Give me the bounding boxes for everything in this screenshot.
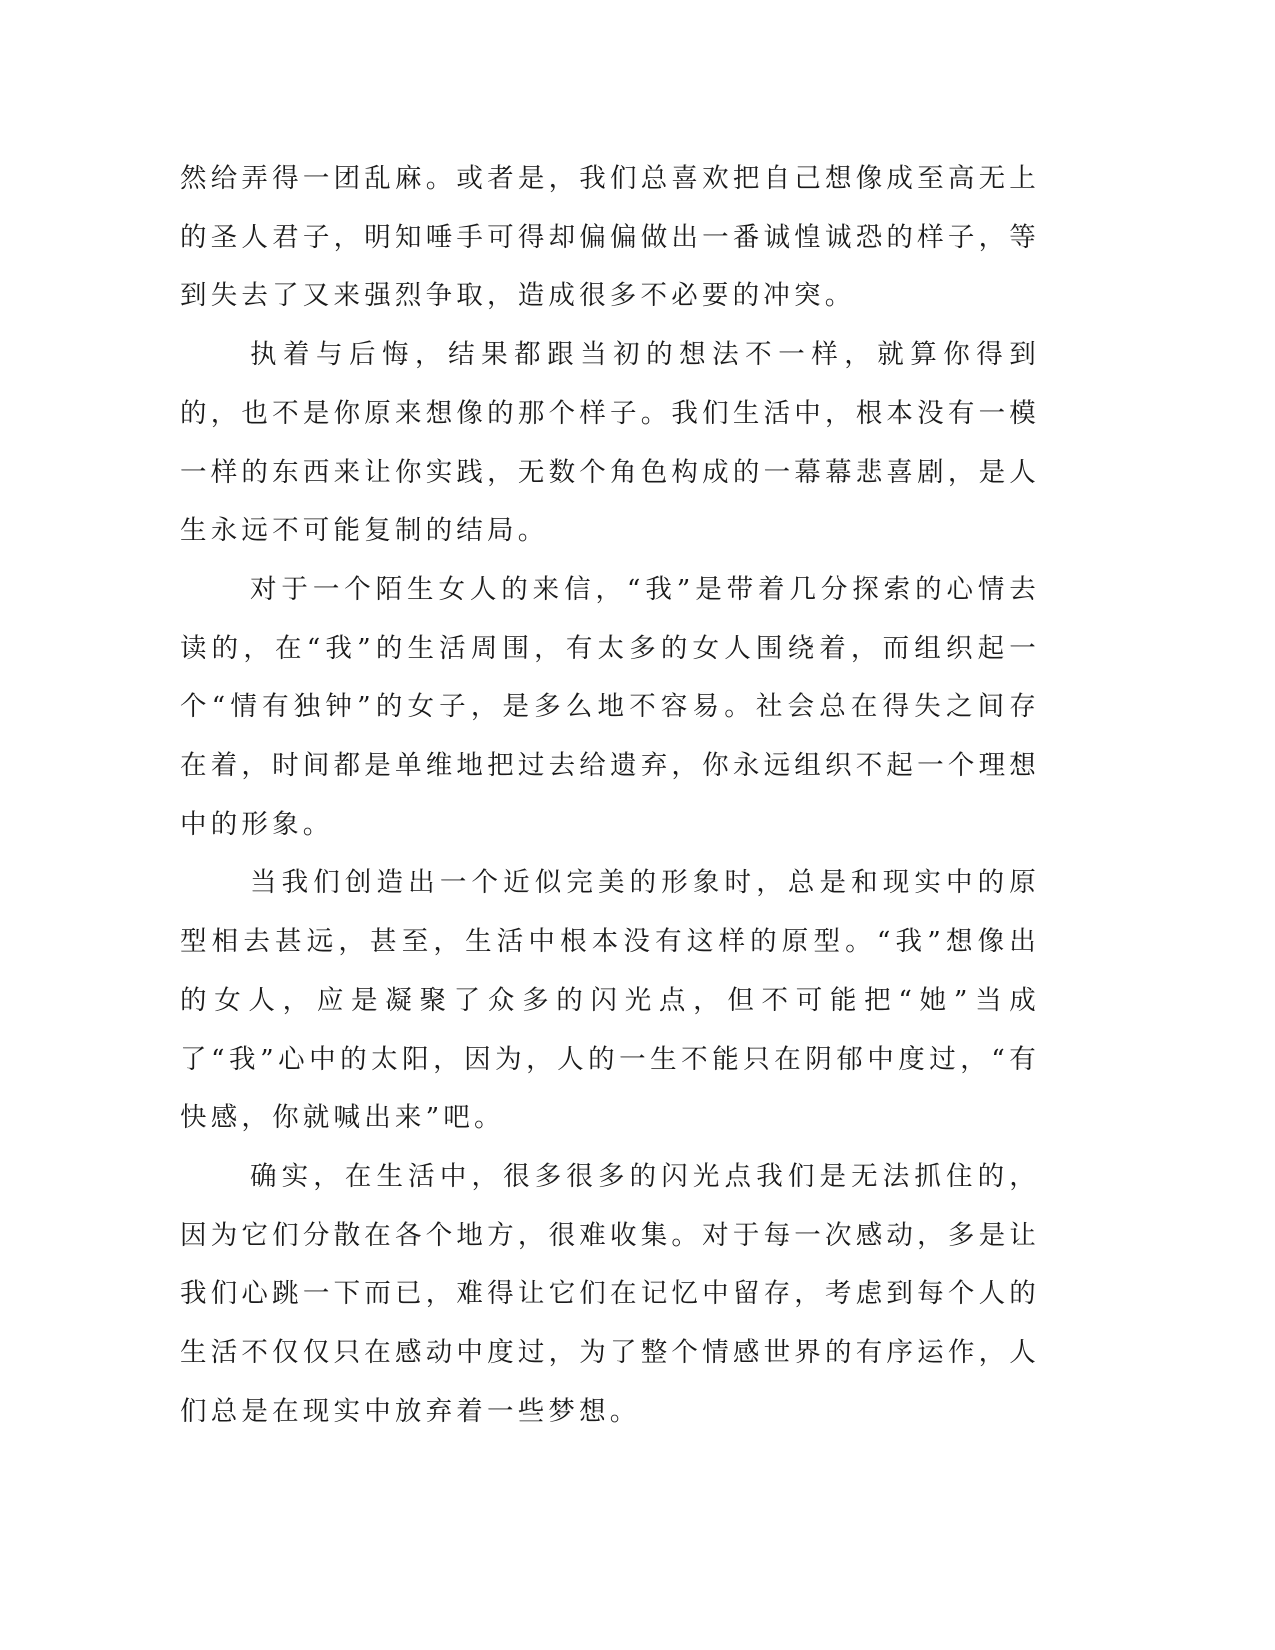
paragraph-4: 当我们创造出一个近似完美的形象时，总是和现实中的原型相去甚远，甚至，生活中根本没有这样的原型。“我”想像出的女人，应是凝聚了众多的闪光点，但不可能把“她”当成了“我”心中的太阳，因为，人的一生不能只在阴郁中度过，“有快感，你就喊出来”吧。 (180, 867, 1040, 1134)
paragraph-5: 确实，在生活中，很多很多的闪光点我们是无法抓住的，因为它们分散在各个地方，很难收集。对于每一次感动，多是让我们心跳一下而已，难得让它们在记忆中留存，考虑到每个人的生活不仅仅只在感动中度过，为了整个情感世界的有序运作，人们总是在现实中放弃着一些梦想。 (180, 1160, 1040, 1427)
paragraph-1: 然给弄得一团乱麻。或者是，我们总喜欢把自己想像成至高无上的圣人君子，明知唾手可得却偏偏做出一番诚惶诚恐的样子，等到失去了又来强烈争取，造成很多不必要的冲突。 (180, 163, 1040, 312)
paragraph-3: 对于一个陌生女人的来信，“我”是带着几分探索的心情去读的，在“我”的生活周围，有太多的女人围绕着，而组织起一个“情有独钟”的女子，是多么地不容易。社会总在得失之间存在着，时间都是单维地把过去给遗弃，你永远组织不起一个理想中的形象。 (180, 573, 1040, 840)
paragraph-2: 执着与后悔，结果都跟当初的想法不一样，就算你得到的，也不是你原来想像的那个样子。我们生活中，根本没有一模一样的东西来让你实践，无数个角色构成的一幕幕悲喜剧，是人生永远不可能复制的结局。 (180, 339, 1040, 547)
document-body (180, 150, 1040, 1441)
